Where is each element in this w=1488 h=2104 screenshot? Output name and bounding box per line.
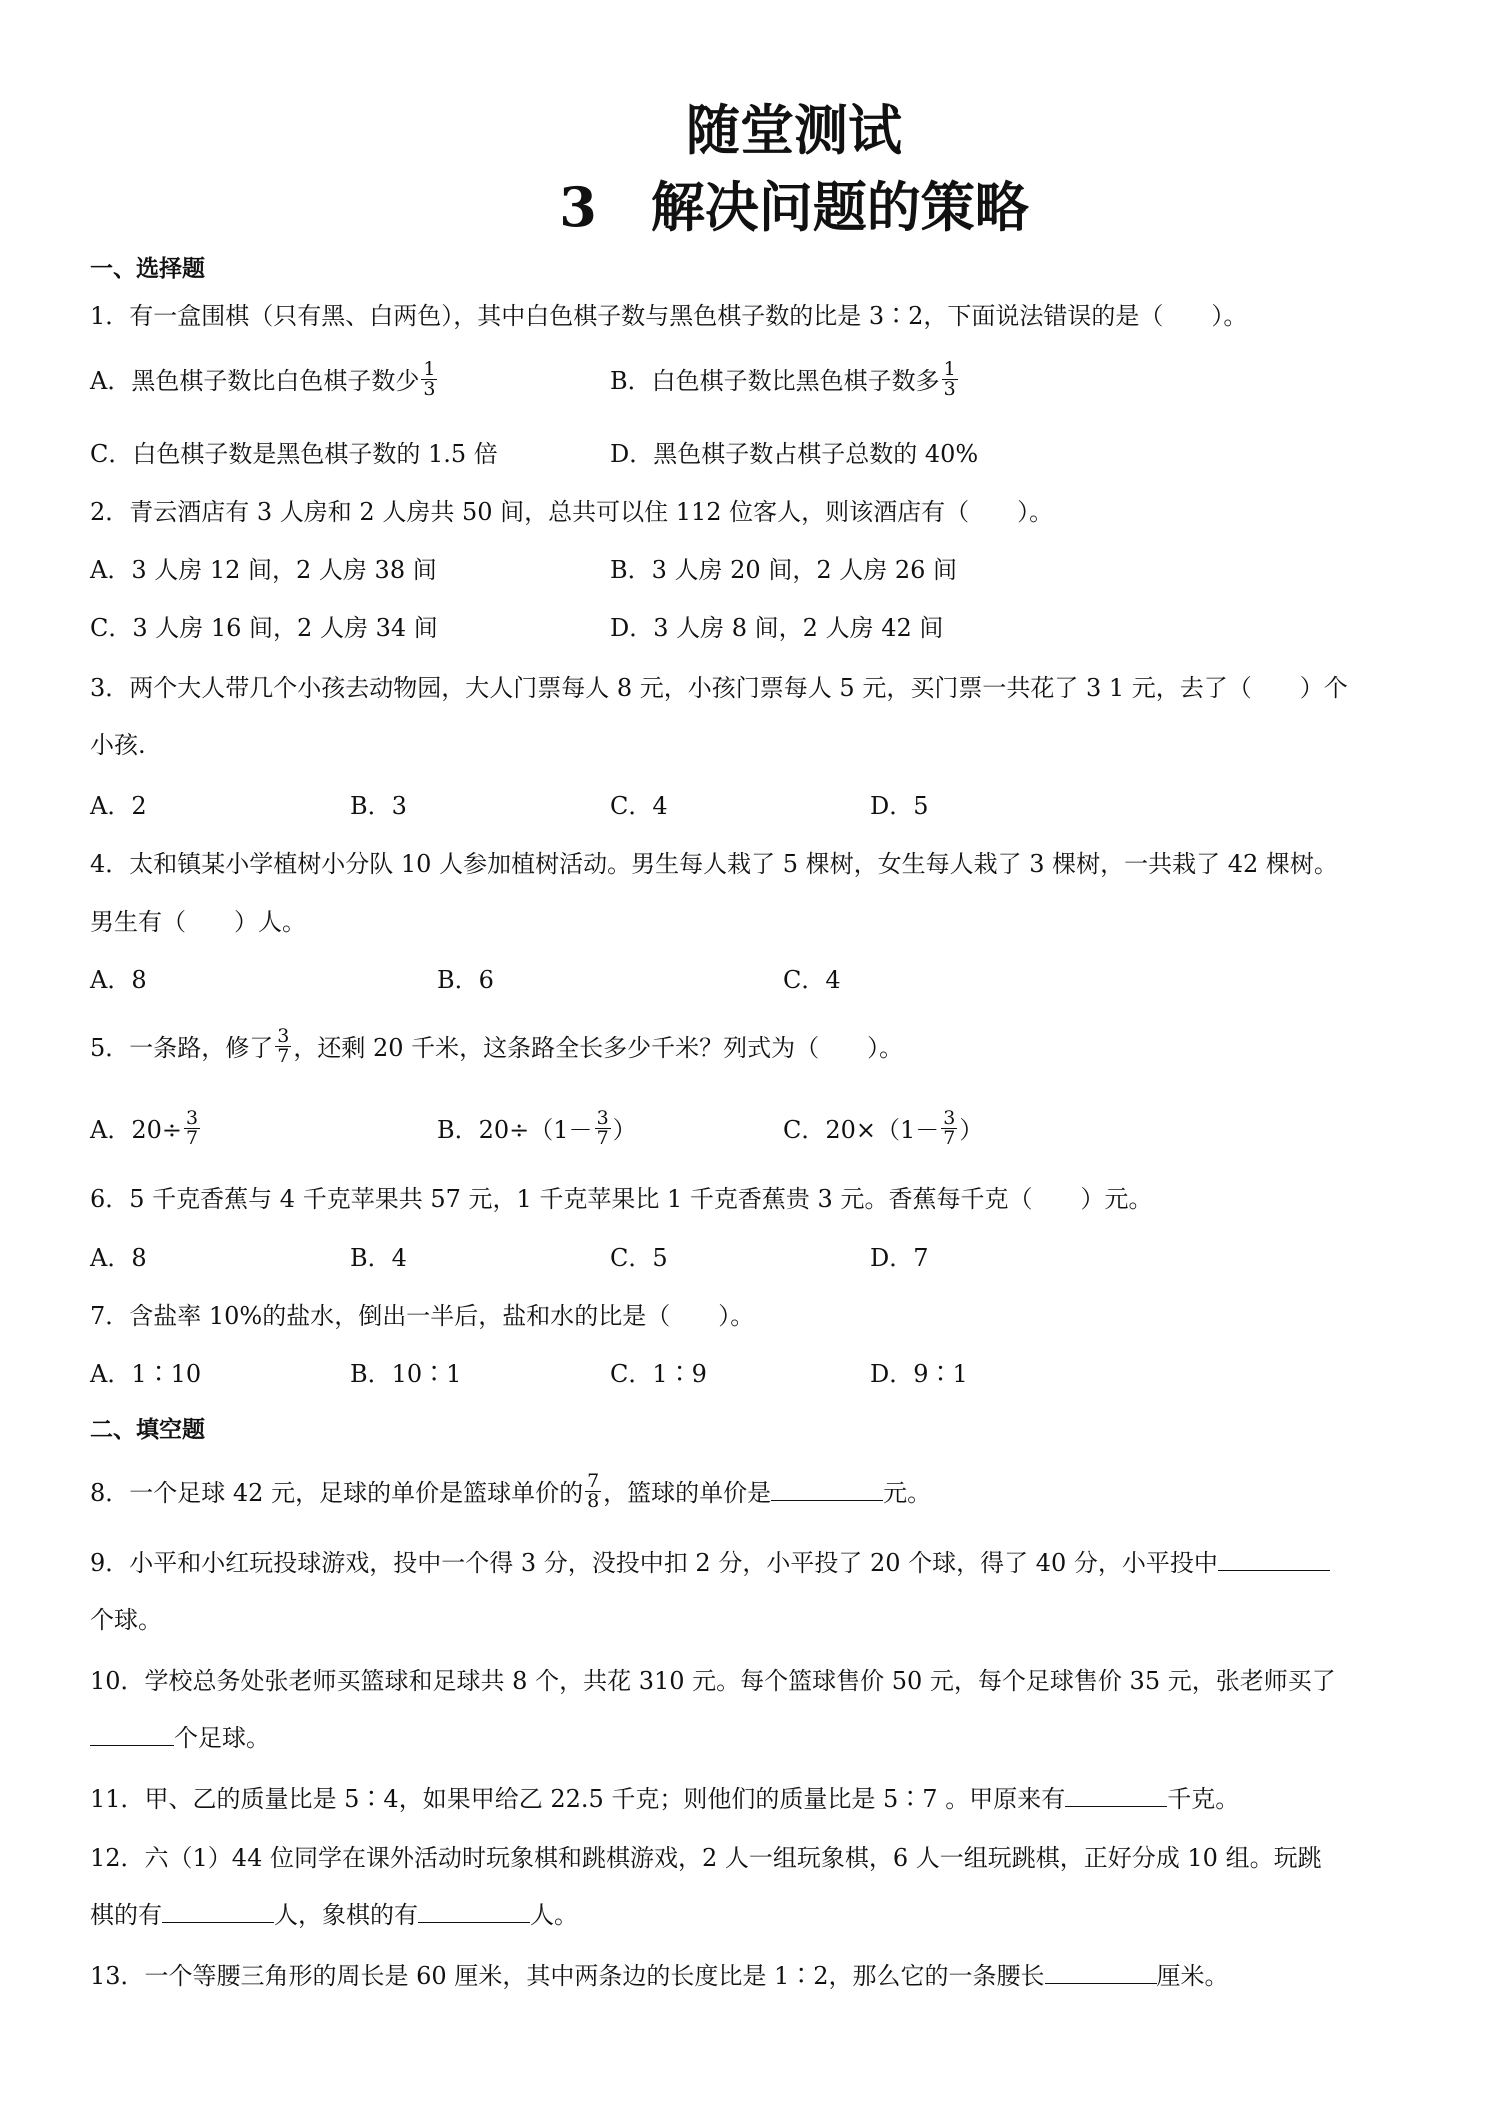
fraction: $\frac{1}{3}$	[943, 358, 956, 400]
q4-option-c: C．4	[783, 966, 841, 994]
q2-option-b: B．3 人房 20 间，2 人房 26 间	[610, 556, 958, 584]
q1-option-b-text: B．白色棋子数比黑色棋子数多	[610, 367, 940, 395]
q4-option-a: A．8	[90, 966, 147, 994]
q6-option-a: A．8	[90, 1244, 147, 1272]
answer-blank[interactable]	[771, 1478, 883, 1501]
answer-blank[interactable]	[162, 1900, 274, 1923]
section-heading-choice: 一、选择题	[90, 256, 205, 282]
question-3-cont: 小孩.	[90, 731, 146, 759]
q3-option-d: D．5	[870, 792, 929, 820]
q3-option-a: A．2	[90, 792, 147, 820]
q6-option-b: B．4	[350, 1244, 407, 1272]
q2-option-a: A．3 人房 12 间，2 人房 38 间	[90, 556, 437, 584]
q2-option-d: D．3 人房 8 间，2 人房 42 间	[610, 614, 944, 642]
answer-blank[interactable]	[90, 1723, 174, 1746]
q7-option-c: C．1∶9	[610, 1360, 707, 1388]
q1-option-d: D．黑色棋子数占棋子总数的 40%	[610, 440, 979, 468]
q1-option-a	[90, 358, 439, 402]
question-10: 10．学校总务处张老师买篮球和足球共 8 个，共花 310 元。每个篮球售价 50 元，每个足球售价 35 元，张老师买了	[90, 1667, 1336, 1695]
q7-option-a: A．1∶10	[90, 1360, 202, 1388]
fraction: $\frac{3}{7}$	[185, 1107, 199, 1149]
question-4-cont: 男生有（ ）人。	[90, 908, 306, 936]
q5-option-b: B．20÷（1－ $\frac{3}{7}$ ）	[437, 1107, 637, 1149]
q6-option-d: D．7	[870, 1244, 929, 1272]
question-13: 13．一个等腰三角形的周长是 60 厘米，其中两条边的长度比是 1∶2，那么它的一条腰长 厘米。	[90, 1962, 1229, 1990]
fraction: $\frac{3}{7}$	[596, 1107, 609, 1149]
fraction: $\frac{1}{3}$	[423, 358, 436, 400]
question-9: 9．小平和小红玩投球游戏，投中一个得 3 分，没投中扣 2 分，小平投了 20 个球，得了 40 分，小平投中	[90, 1547, 1330, 1579]
question-10-cont: 个足球。	[90, 1722, 270, 1754]
question-12: 12．六（1）44 位同学在课外活动时玩象棋和跳棋游戏，2 人一组玩象棋，6 人一组玩跳棋，正好分成 10 组。玩跳	[90, 1844, 1322, 1872]
page-title: 随堂测试	[686, 98, 902, 162]
q7-option-d: D．9∶1	[870, 1360, 968, 1388]
question-8: 8．一个足球 42 元，足球的单价是篮球单价的 $\frac{7}{8}$ ，篮球的单价是 元。	[90, 1470, 932, 1512]
q5-option-c: C．20×（1－ $\frac{3}{7}$ ）	[783, 1107, 984, 1149]
question-9-cont: 个球。	[90, 1606, 162, 1634]
fraction: $\frac{3}{7}$	[943, 1107, 956, 1149]
q1-option-b	[610, 358, 960, 402]
fraction: $\frac{3}{7}$	[277, 1025, 290, 1067]
q3-option-b: B．3	[350, 792, 407, 820]
question-7: 7．含盐率 10%的盐水，倒出一半后，盐和水的比是（ ）。	[90, 1302, 755, 1330]
page-subtitle: 3 解决问题的策略	[559, 175, 1029, 239]
section-heading-fill: 二、填空题	[90, 1417, 205, 1443]
fraction: $\frac{7}{8}$	[587, 1470, 600, 1512]
answer-blank[interactable]	[418, 1900, 530, 1923]
answer-blank[interactable]	[1065, 1784, 1167, 1807]
q4-option-b: B．6	[437, 966, 494, 994]
q1-option-c: C．白色棋子数是黑色棋子数的 1.5 倍	[90, 440, 498, 468]
question-4: 4．太和镇某小学植树小分队 10 人参加植树活动。男生每人栽了 5 棵树，女生每人栽了 3 棵树，一共栽了 42 棵树。	[90, 850, 1338, 878]
question-12-cont: 棋的有 人，象棋的有 人。	[90, 1901, 578, 1929]
question-2: 2．青云酒店有 3 人房和 2 人房共 50 间，总共可以住 112 位客人，则该酒店有（ ）。	[90, 498, 1054, 526]
answer-blank[interactable]	[1045, 1961, 1157, 1984]
question-11: 11．甲、乙的质量比是 5∶4，如果甲给乙 22.5 千克；则他们的质量比是 5∶7 。甲原来有 千克。	[90, 1785, 1240, 1813]
question-5: 5．一条路，修了 $\frac{3}{7}$ ，还剩 20 千米，这条路全长多少千米？列式为（ ）。	[90, 1025, 904, 1067]
question-1: 1．有一盒围棋（只有黑、白两色），其中白色棋子数与黑色棋子数的比是 3∶2，下面说法错误的是（ ）。	[90, 302, 1248, 330]
q7-option-b: B．10∶1	[350, 1360, 462, 1388]
q2-option-c: C．3 人房 16 间，2 人房 34 间	[90, 614, 438, 642]
q1-option-a-text: A．黑色棋子数比白色棋子数少	[90, 367, 420, 395]
q3-option-c: C．4	[610, 792, 668, 820]
question-3: 3．两个大人带几个小孩去动物园，大人门票每人 8 元，小孩门票每人 5 元，买门票一共花了 3 1 元，去了（ ）个	[90, 674, 1348, 702]
q5-option-a: A．20÷ $\frac{3}{7}$	[90, 1107, 199, 1149]
q6-option-c: C．5	[610, 1244, 668, 1272]
answer-blank[interactable]	[1218, 1548, 1330, 1571]
question-6: 6．5 千克香蕉与 4 千克苹果共 57 元，1 千克苹果比 1 千克香蕉贵 3 元。香蕉每千克（ ）元。	[90, 1185, 1153, 1213]
